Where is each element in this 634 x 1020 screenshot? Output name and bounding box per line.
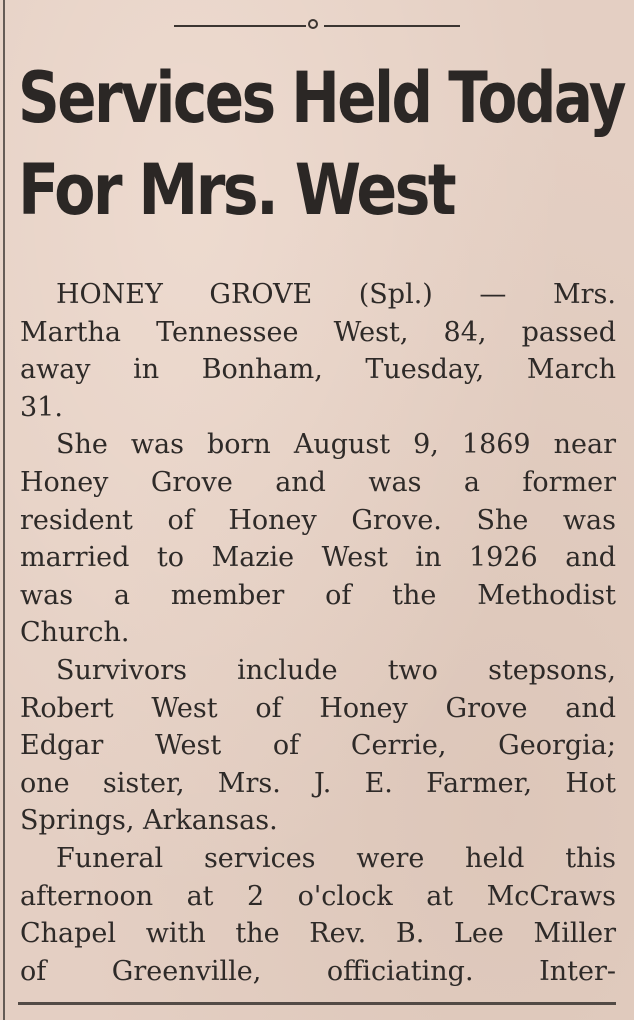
- article-line: afternoon at 2 o'clock at McCraws: [20, 880, 616, 912]
- article-line: resident of Honey Grove. She was: [20, 504, 616, 536]
- article-line: HONEY GROVE (Spl.) — Mrs.: [56, 279, 616, 310]
- article-line: Edgar West of Cerrie, Georgia;: [20, 730, 616, 762]
- article-line: Martha Tennessee West, 84, passed: [20, 316, 616, 348]
- bottom-rule: [18, 1002, 616, 1005]
- top-ornament-divider: [174, 18, 460, 34]
- article-line: was a member of the Methodist: [20, 579, 616, 611]
- article-line: She was born August 9, 1869 near: [56, 429, 616, 461]
- article-body: [20, 276, 616, 990]
- column-rule-left: [3, 0, 5, 1020]
- article-line: 31.: [20, 391, 63, 423]
- article-line: Funeral services were held this: [56, 842, 616, 874]
- ornament-circle-icon: [308, 19, 318, 29]
- headline-line-1: Services Held Today: [18, 57, 625, 139]
- ornament-line-left: [174, 25, 306, 27]
- article-line: Church.: [20, 617, 130, 649]
- article-line: Robert West of Honey Grove and: [20, 692, 616, 724]
- ornament-line-right: [324, 25, 460, 27]
- article-line: of Greenville, officiating. Inter-: [20, 955, 616, 987]
- article-line: Survivors include two stepsons,: [56, 654, 616, 686]
- article-line: Chapel with the Rev. B. Lee Miller: [20, 918, 616, 950]
- article-line: one sister, Mrs. J. E. Farmer, Hot: [20, 767, 616, 799]
- article-line: Springs, Arkansas.: [20, 805, 278, 837]
- headline: [18, 52, 624, 236]
- headline-line-2: For Mrs. West: [18, 149, 455, 231]
- article-line: married to Mazie West in 1926 and: [20, 542, 616, 574]
- article-line: away in Bonham, Tuesday, March: [20, 354, 616, 386]
- article-line: Honey Grove and was a former: [20, 466, 616, 498]
